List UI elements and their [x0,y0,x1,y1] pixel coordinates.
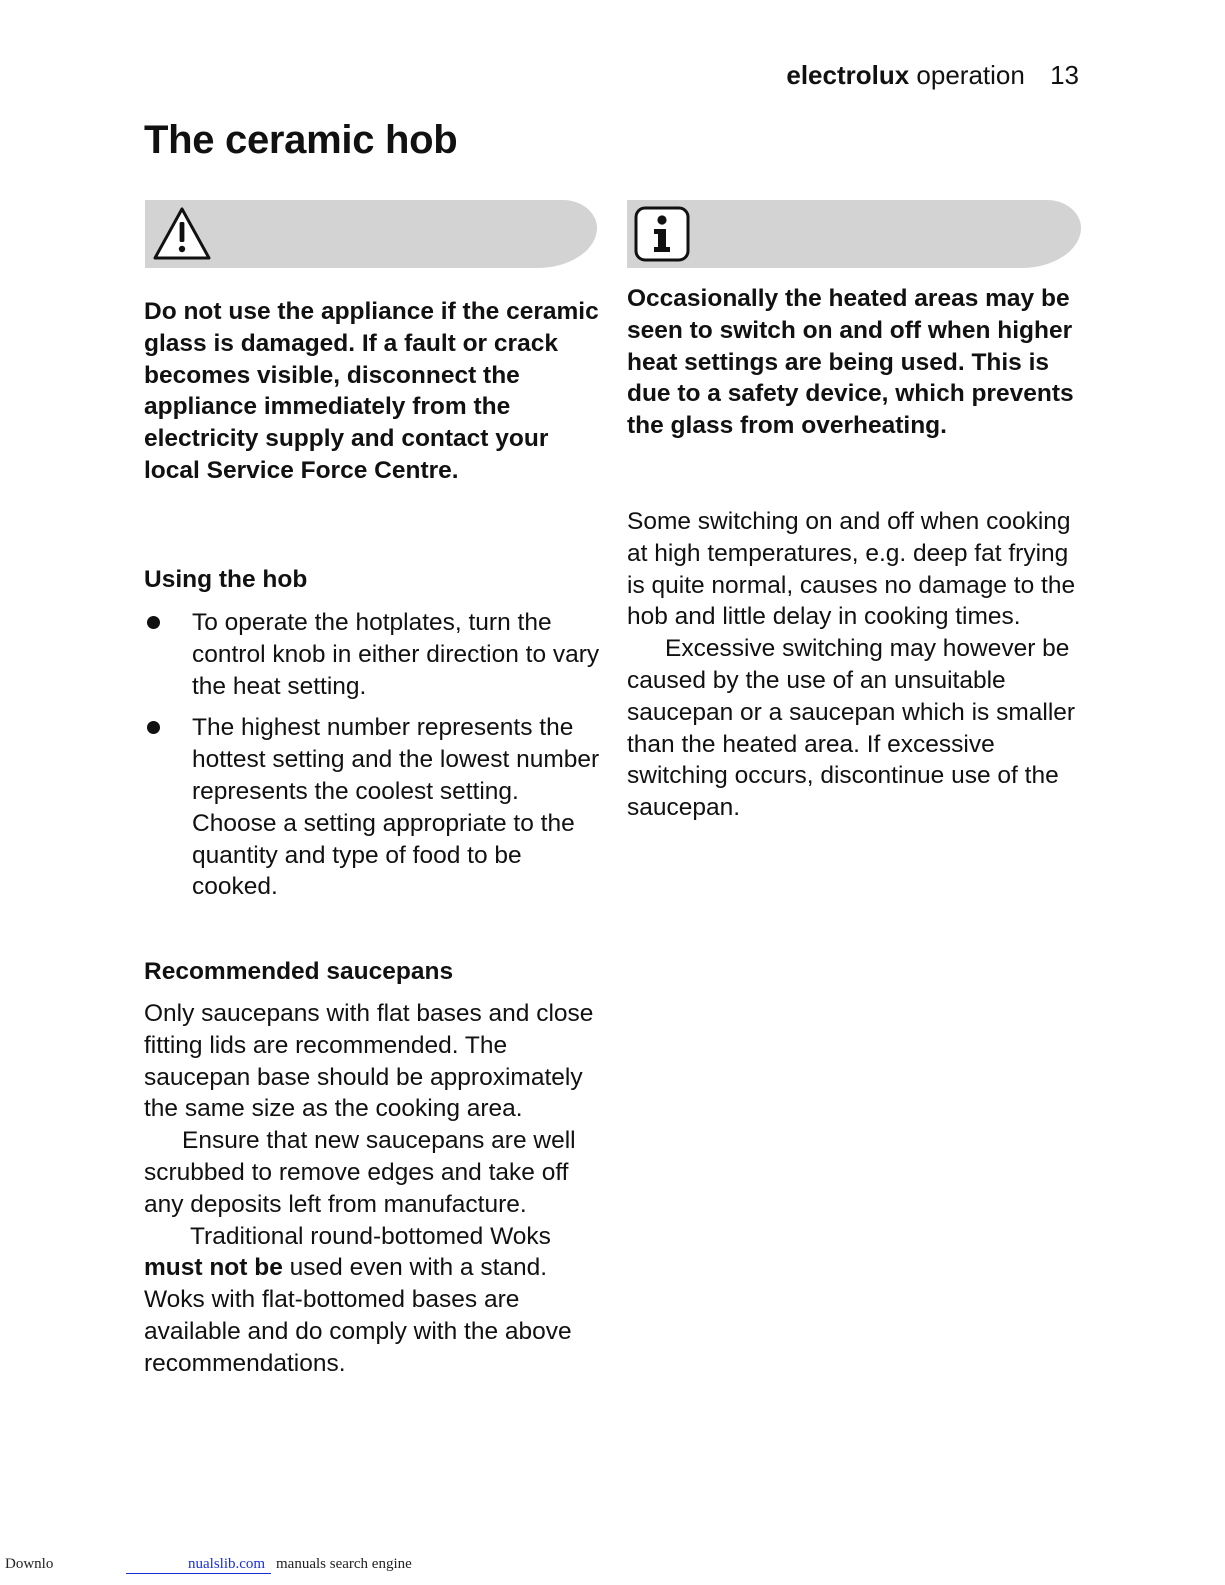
info-banner [627,200,1081,268]
footer-link-underline [126,1573,271,1574]
list-item-text: The highest number represents the hottest setting and the lowest number represents the coolest setting. Choose a setting appropriate to the quantity and type of food to be cooked. [192,714,600,901]
footer-tail-text: manuals search engine [276,1556,412,1572]
saucepan-paragraph-3 [144,1221,609,1380]
using-hob-list [144,607,604,913]
info-paragraph-1: Some switching on and off when cooking at high temperatures, e.g. deep fat frying is quite normal, causes no damage to the hob and little delay in cooking times. [627,508,1076,631]
info-bold-paragraph: Occasionally the heated areas may be seen to switch on and off when higher heat settings are being used. This is due to a safety device, which prevents the glass from overheating. [627,285,1074,440]
info-paragraph-2: Excessive switching may however be caused by the use of an unsuitable saucepan or a saucepan which is smaller than the heated area. If excessive switching occurs, discontinue use of the saucepan. [627,635,1076,822]
wok-warning-emphasis: must not be [144,1254,283,1282]
page-number: 13 [1050,60,1079,90]
brand-name: electrolux [786,60,910,90]
info-icon [633,205,691,268]
saucepan-paragraph-2: Ensure that new saucepans are well scrubbed to remove edges and take off any deposits left from manufacture. [144,1127,576,1218]
bullet-icon [147,616,160,629]
saucepan-text [144,998,609,1380]
list-item [144,607,604,702]
list-item-text: To operate the hotplates, turn the control knob in either direction to vary the heat setting. [192,609,600,700]
bullet-icon [147,721,160,734]
info-bold-text [627,283,1087,442]
list-item [144,712,604,903]
footer-link[interactable]: nualslib.com [188,1556,266,1572]
page-title: The ceramic hob [144,118,458,162]
info-body-text [627,506,1087,824]
warning-triangle-icon [151,205,213,268]
page-header [786,60,1079,91]
using-hob-heading: Using the hob [144,566,308,593]
footer-lead-text: Downlo [5,1556,54,1572]
recommended-saucepans-heading: Recommended saucepans [144,958,454,985]
wok-text-start: Traditional round-bottomed Woks [190,1222,551,1250]
warning-text [144,296,604,487]
warning-paragraph: Do not use the appliance if the ceramic glass is damaged. If a fault or crack becomes visible, disconnect the appliance immediately from the electricity supply and contact your local Service Force Centre. [144,298,599,484]
warning-banner [145,200,597,268]
wok-text-end: used even with a stand. Woks with flat-bottomed bases are available and do comply with the above recommendations. [144,1254,572,1377]
section-name: operation [916,60,1025,90]
saucepan-paragraph-1: Only saucepans with flat bases and close fitting lids are recommended. The saucepan base should be approximately the same size as the cooking area. [144,1000,594,1123]
